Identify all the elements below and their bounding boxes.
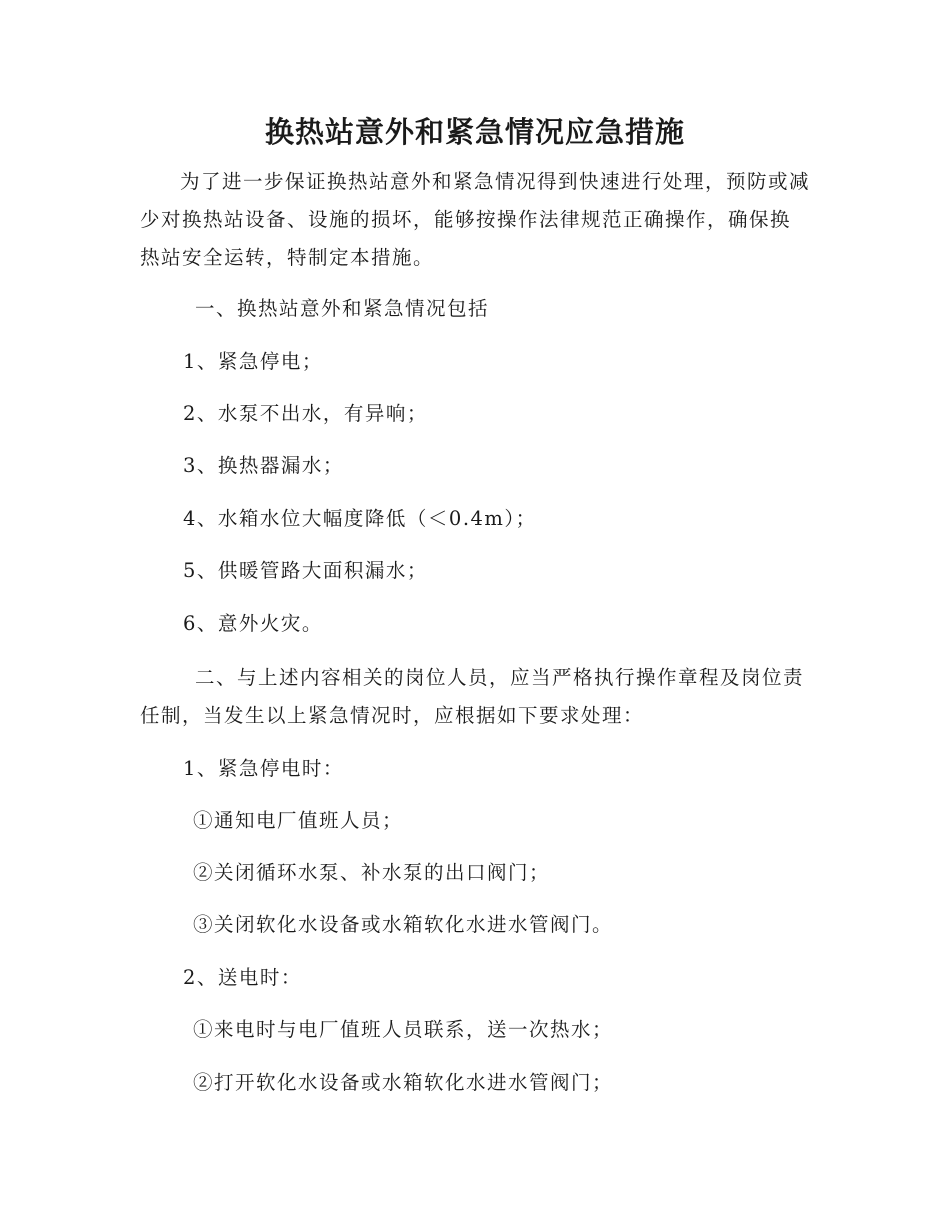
document-title: 换热站意外和紧急情况应急措施 [264, 115, 685, 149]
section1-heading: 一、换热站意外和紧急情况包括 [195, 297, 490, 320]
section1-item: 2、水泵不出水，有异响； [183, 402, 428, 425]
intro-paragraph: 为了进一步保证换热站意外和紧急情况得到快速进行处理，预防或减少对换热站设备、设施的损坏，能够按操作法律规范正确操作，确保换热站安全运转，特制定本措施。 [140, 170, 811, 269]
sub1-step: ①通知电厂值班人员； [193, 809, 404, 832]
section1-item: 3、换热器漏水； [183, 454, 344, 477]
sub2-step: ②打开软化水设备或水箱软化水进水管阀门； [193, 1071, 614, 1094]
sub1-step: ②关闭循环水泵、补水泵的出口阀门； [193, 861, 551, 884]
section1-item: 6、意外火灾。 [183, 612, 323, 635]
section1-item: 1、紧急停电； [183, 350, 323, 373]
sub1-step: ③关闭软化水设备或水箱软化水进水管阀门。 [193, 913, 614, 936]
sub2-heading: 2、送电时： [183, 966, 302, 989]
section2-heading: 二、与上述内容相关的岗位人员，应当严格执行操作章程及岗位责任制，当发生以上紧急情况时，应根据如下要求处理： [140, 666, 805, 727]
section1-item: 4、水箱水位大幅度降低（＜0.4m）； [183, 507, 537, 530]
sub2-step: ①来电时与电厂值班人员联系，送一次热水； [193, 1018, 614, 1041]
section1-item: 5、供暖管路大面积漏水； [183, 559, 428, 582]
sub1-heading: 1、紧急停电时： [183, 757, 344, 780]
